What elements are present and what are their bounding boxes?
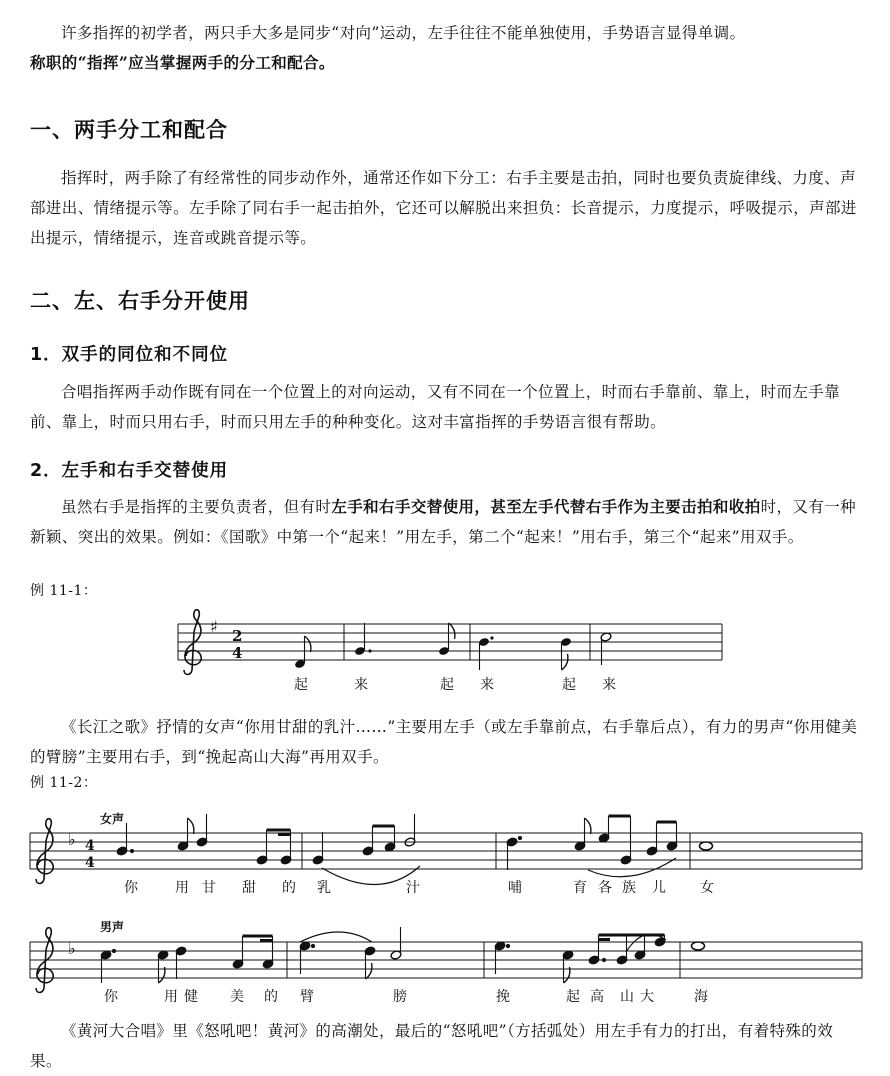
subsection-1-heading: 1．双手的同位和不同位 xyxy=(30,345,229,365)
subsection-2-body-start: 虽然右手是指挥的主要负责者，但有时 xyxy=(61,498,332,516)
male-lyric: 高 xyxy=(590,989,604,1005)
subsection-2-body-end: 时，又有一种新颖、突出的效果。例如：《国歌》中第一个“起来！”用左手，第二个“起来！”用右手，第三个“起来”用双手。 xyxy=(30,498,857,546)
note-g-eighth xyxy=(438,623,455,656)
sharp-icon: ♯ xyxy=(210,617,218,636)
example-1-lyric: 起 xyxy=(294,677,308,693)
male-lyric: 挽 xyxy=(496,989,510,1005)
male-lyric: 大 xyxy=(640,989,654,1005)
male-voice-label: 男声 xyxy=(100,920,125,934)
female-lyric: 儿 xyxy=(652,880,666,896)
male-lyric: 膀 xyxy=(393,989,407,1005)
subsection-2-body-emphasis: 左手和右手交替使用，甚至左手代替右手作为主要击拍和收拍 xyxy=(331,497,761,516)
flat-icon: ♭ xyxy=(68,830,76,849)
male-lyric: 的 xyxy=(264,989,278,1005)
female-lyric: 你 xyxy=(124,880,138,896)
male-lyric: 健 xyxy=(184,989,198,1005)
male-lyric: 美 xyxy=(230,989,244,1005)
female-voice-label: 女声 xyxy=(100,812,125,826)
example-11-1-label: 例 11-1： xyxy=(30,583,98,599)
female-lyric: 的 xyxy=(282,880,296,896)
male-lyric: 用 xyxy=(164,989,178,1005)
male-lyric: 起 xyxy=(566,989,580,1005)
example-11-2-label: 例 11-2： xyxy=(30,775,98,791)
treble-clef-icon xyxy=(36,928,53,993)
male-lyric: 海 xyxy=(694,989,708,1005)
note-b-dotted-quarter xyxy=(478,636,494,670)
time-signature-top: 2 xyxy=(232,627,243,645)
note-d-half xyxy=(600,632,612,665)
subsection-2-body xyxy=(30,492,862,552)
example-11-1-staff xyxy=(178,610,722,693)
yangtze-paragraph: 《长江之歌》抒情的女声“你用甘甜的乳汁……”主要用左手（或左手靠前点，右手靠后点），有力的男声“你用健美的臂膀”主要用右手，到“挽起高山大海”再用双手。 xyxy=(30,718,858,766)
male-lyric: 你 xyxy=(104,989,118,1005)
yellow-river-paragraph: 《黄河大合唱》里《怒吼吧！黄河》的高潮处，最后的“怒吼吧”（方括弧处）用左手有力的打出，有着特殊的效果。 xyxy=(30,1022,834,1070)
example-11-2-female-staff xyxy=(30,811,862,896)
intro-line-2: 称职的“指挥”应当掌握两手的分工和配合。 xyxy=(30,53,335,72)
example-11-2-male-staff xyxy=(30,919,862,1005)
example-1-lyric: 来 xyxy=(480,677,494,693)
subsection-1-body: 合唱指挥两手动作既有同在一个位置上的对向运动，又有不同在一个位置上，时而右手靠前、靠上，时而左手靠前、靠上，时而只用右手，时而只用左手的种种变化。这对丰富指挥的手势语言很有帮助。 xyxy=(30,383,841,431)
treble-clef-icon xyxy=(36,819,53,884)
female-lyric: 族 xyxy=(622,880,636,896)
example-1-lyric: 来 xyxy=(602,677,616,693)
female-lyric: 汁 xyxy=(406,880,420,896)
male-lyric: 山 xyxy=(620,989,634,1005)
note-d-eighth xyxy=(294,636,311,669)
example-1-lyric: 起 xyxy=(440,677,454,693)
female-lyric: 育 xyxy=(573,880,587,896)
note-b-eighth xyxy=(560,637,572,670)
example-1-lyric: 起 xyxy=(562,677,576,693)
time-signature-bottom: 4 xyxy=(85,855,95,871)
female-lyric: 用 xyxy=(175,880,189,896)
time-signature-bottom: 4 xyxy=(232,644,243,662)
female-lyric: 甘 xyxy=(202,880,216,896)
note-g-dotted-quarter xyxy=(354,623,372,656)
section-1-heading: 一、两手分工和配合 xyxy=(30,118,228,142)
intro-line-1: 许多指挥的初学者，两只手大多是同步“对向”运动，左手往往不能单独使用，手势语言显得单调。 xyxy=(61,24,746,42)
female-lyric: 乳 xyxy=(317,880,331,896)
female-lyric: 哺 xyxy=(508,880,522,896)
male-lyric: 臂 xyxy=(300,989,314,1005)
example-1-lyric: 来 xyxy=(354,677,368,693)
section-2-heading: 二、左、右手分开使用 xyxy=(30,289,250,313)
female-lyric: 各 xyxy=(598,880,612,896)
time-signature-top: 4 xyxy=(85,838,95,854)
treble-clef-icon xyxy=(184,610,201,675)
female-lyric: 女 xyxy=(700,880,714,896)
female-lyric: 甜 xyxy=(242,880,256,896)
section-1-body: 指挥时，两手除了有经常性的同步动作外，通常还作如下分工：右手主要是击拍，同时也要负责旋律线、力度、声部进出、情绪提示等。左手除了同右手一起击拍外，它还可以解脱出来担负：长音提示，力度提示，呼吸提示，声部进出提示，情绪提示，连音或跳音提示等。 xyxy=(30,169,857,247)
subsection-2-heading: 2．左手和右手交替使用 xyxy=(30,461,229,481)
flat-icon: ♭ xyxy=(68,939,76,958)
